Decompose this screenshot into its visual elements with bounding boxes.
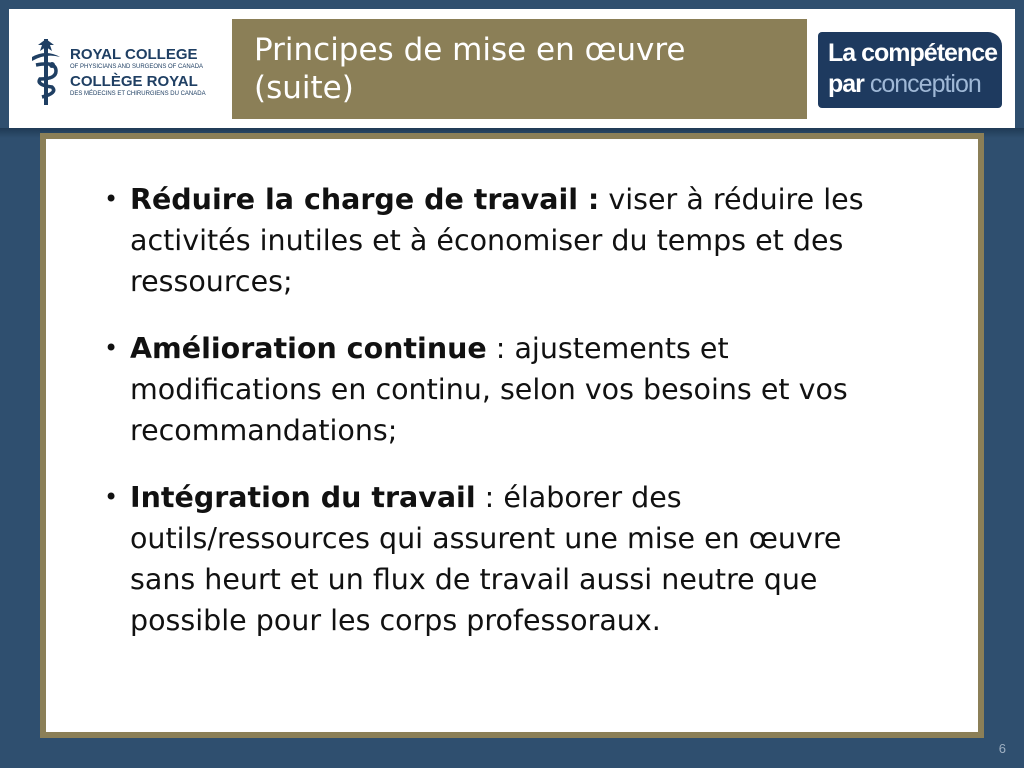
bullet-text: viser à réduire les activités inutiles et à économiser du temps et des ressources; bbox=[130, 183, 864, 298]
content-panel bbox=[46, 139, 978, 732]
caduceus-icon bbox=[28, 35, 64, 107]
list-item bbox=[104, 179, 894, 302]
list-item bbox=[104, 328, 894, 451]
rc-line4: DES MÉDECINS ET CHIRURGIENS DU CANADA bbox=[70, 91, 206, 97]
cbd-logo-line1: La compétence bbox=[828, 39, 998, 67]
rc-line2: OF PHYSICIANS AND SURGEONS OF CANADA bbox=[70, 64, 204, 70]
list-item bbox=[104, 477, 894, 641]
cbd-logo bbox=[818, 32, 1002, 108]
bullet-text: : ajustements et modifications en continu, selon vos besoins et vos recommandations; bbox=[130, 332, 848, 447]
royal-college-wordmark bbox=[70, 47, 220, 101]
rc-line3: COLLÈGE ROYAL bbox=[70, 73, 198, 90]
royal-college-logo bbox=[28, 33, 218, 109]
bullet-icon: • bbox=[104, 185, 119, 213]
bullet-term: Intégration du travail bbox=[130, 481, 476, 514]
slide-title: Principes de mise en œuvre (suite) bbox=[254, 32, 686, 106]
bullet-term: Réduire la charge de travail : bbox=[130, 183, 600, 216]
bullet-text: : élaborer des outils/ressources qui assurent une mise en œuvre sans heurt et un flux de travail aussi neutre que possible pour les corps professoraux. bbox=[130, 481, 842, 637]
page-number: 6 bbox=[998, 741, 1006, 756]
rc-line1: ROYAL COLLEGE bbox=[70, 46, 198, 63]
cbd-logo-par: par bbox=[828, 70, 864, 98]
bullet-term: Amélioration continue bbox=[130, 332, 487, 365]
cbd-logo-conception: conception bbox=[869, 70, 981, 98]
bullet-icon: • bbox=[104, 334, 119, 362]
bullet-list bbox=[104, 179, 894, 667]
title-box bbox=[232, 19, 807, 119]
bullet-icon: • bbox=[104, 483, 119, 511]
cbd-logo-line2 bbox=[828, 70, 981, 98]
